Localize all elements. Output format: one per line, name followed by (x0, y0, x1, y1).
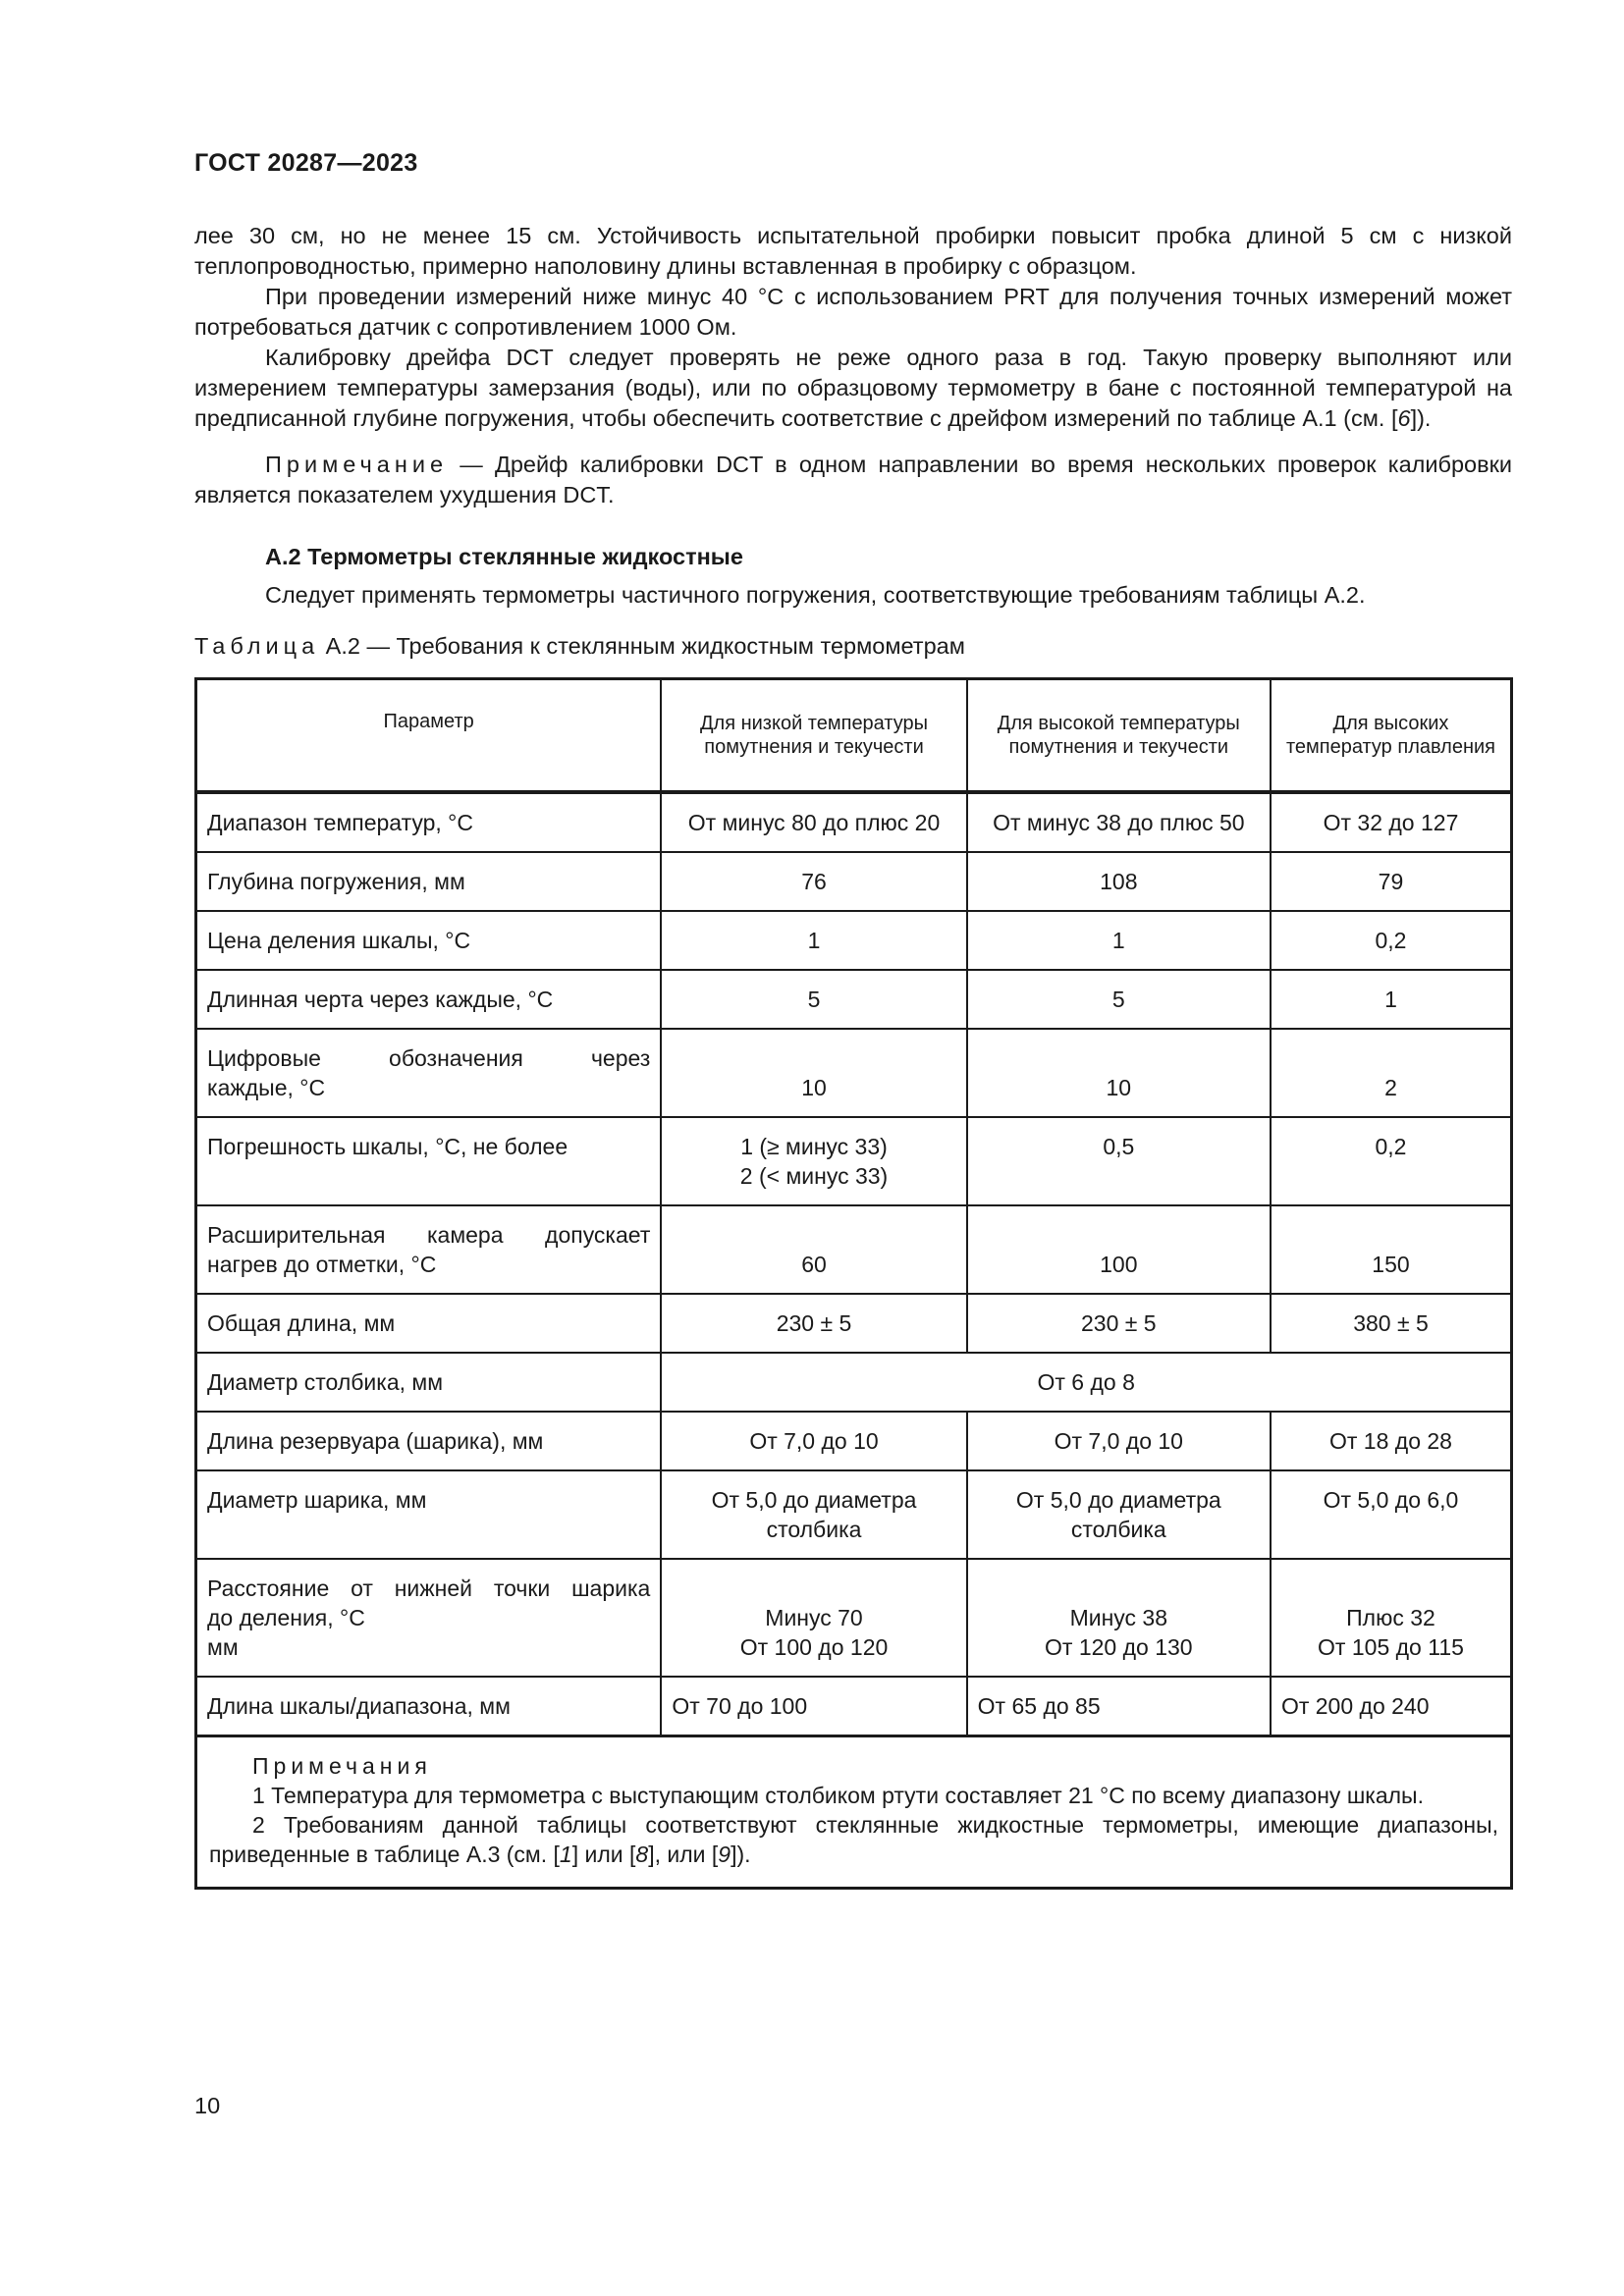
param-line: Расширительная камера допускает (207, 1221, 651, 1248)
section-text: Следует применять термометры частичного погружения, соответствующие требованиям таблицы А.2. (265, 582, 1366, 608)
param-cell (196, 1205, 662, 1294)
value-line: От 120 до 130 (1045, 1633, 1193, 1660)
header-high-temp: Для высокой температуры помутнения и текучести (967, 679, 1271, 792)
value-cell: 0,2 (1271, 911, 1512, 970)
table-row (196, 1117, 1512, 1205)
note-2-end: ]). (731, 1841, 751, 1867)
table-row (196, 1470, 1512, 1559)
value-cell: 100 (967, 1205, 1271, 1294)
value-line: столбика (1070, 1516, 1166, 1542)
value-cell (967, 1470, 1271, 1559)
table-row (196, 1205, 1512, 1294)
table-row (196, 1029, 1512, 1117)
value-cell: 108 (967, 852, 1271, 911)
value-line: От 5,0 до диаметра (1015, 1486, 1221, 1513)
param-cell: Длинная черта через каждые, °С (196, 970, 662, 1029)
value-cell: 2 (1271, 1029, 1512, 1117)
reference-6: 6 (1397, 405, 1411, 431)
value-cell: От 65 до 85 (967, 1677, 1271, 1736)
value-cell (661, 1470, 966, 1559)
paragraph-3-text: Калибровку дрейфа DCT следует проверять не реже одного раза в год. Такую проверку выполняют или измерением температуры замерзания (воды), или по образцовому термометру в бане с постоянной температурой на предписанной глубине погружения, чтобы обеспечить соответствие с дрейфом измерений по таблице А.1 (см. [ (194, 345, 1512, 431)
param-cell: Погрешность шкалы, °С, не более (196, 1117, 662, 1205)
value-cell: 76 (661, 852, 966, 911)
param-cell: Цена деления шкалы, °С (196, 911, 662, 970)
document-code-header: ГОСТ 20287—2023 (194, 149, 418, 177)
value-cell: 10 (967, 1029, 1271, 1117)
value-cell: 79 (1271, 852, 1512, 911)
value-cell: 5 (967, 970, 1271, 1029)
value-line: 2 (< минус 33) (739, 1162, 889, 1189)
table-row (196, 1294, 1512, 1353)
note-2-text: 2 Требованиям данной таблицы соответствуют стеклянные жидкостные термометры, имеющие диапазоны, приведенные в таблице А.3 (см. [ (209, 1811, 1498, 1867)
value-cell: От минус 80 до плюс 20 (661, 792, 966, 852)
param-cell: Длина шкалы/диапазона, мм (196, 1677, 662, 1736)
note-text: — Дрейф калибровки DCT в одном направлении во время нескольких проверок калибровки является показателем ухудшения DCT. (194, 452, 1512, 507)
value-cell: От 200 до 240 (1271, 1677, 1512, 1736)
note-2 (209, 1810, 1498, 1869)
param-cell: Диаметр шарика, мм (196, 1470, 662, 1559)
table-notes-row (196, 1735, 1512, 1888)
value-line: От 105 до 115 (1318, 1633, 1464, 1660)
value-cell: От 7,0 до 10 (661, 1412, 966, 1470)
value-cell: 0,2 (1271, 1117, 1512, 1205)
section-title: А.2 Термометры стеклянные жидкостные (265, 544, 743, 569)
paragraph-3-end: ]). (1410, 405, 1432, 431)
value-cell: От 32 до 127 (1271, 792, 1512, 852)
reference-8: 8 (635, 1841, 649, 1867)
page-number: 10 (194, 2093, 221, 2118)
table-row (196, 792, 1512, 852)
table-caption-text: А.2 — Требования к стеклянным жидкостным термометрам (319, 633, 965, 659)
param-cell: Длина резервуара (шарика), мм (196, 1412, 662, 1470)
header-low-temp: Для низкой температуры помутнения и текучести (661, 679, 966, 792)
note-2-sep: ] или [ (571, 1841, 636, 1867)
value-cell (661, 1117, 966, 1205)
table-row (196, 1353, 1512, 1412)
reference-1: 1 (559, 1841, 572, 1867)
value-line: Плюс 32 (1346, 1604, 1435, 1630)
value-cell: 0,5 (967, 1117, 1271, 1205)
header-melting: Для высоких температур плавления (1271, 679, 1512, 792)
requirements-table (194, 677, 1513, 1890)
value-cell: 10 (661, 1029, 966, 1117)
value-line: От 100 до 120 (739, 1633, 889, 1660)
param-line: мм (207, 1633, 239, 1660)
reference-9: 9 (718, 1841, 731, 1867)
value-cell (967, 1559, 1271, 1677)
paragraph-2: При проведении измерений ниже минус 40 °С с использованием PRT для получения точных измерений может потребоваться датчик с сопротивлением 1000 Ом. (194, 284, 1512, 340)
note-1: 1 Температура для термометра с выступающим столбиком ртути составляет 21 °С по всему диапазону шкалы. (252, 1782, 1424, 1808)
table-row (196, 852, 1512, 911)
param-line: Расстояние от нижней точки шарика (207, 1575, 651, 1601)
note-2-sep: ], или [ (648, 1841, 719, 1867)
value-cell: От 18 до 28 (1271, 1412, 1512, 1470)
value-cell: 380 ± 5 (1271, 1294, 1512, 1353)
table-header-row (196, 679, 1512, 792)
param-cell (196, 1029, 662, 1117)
table-caption (194, 633, 965, 660)
table-caption-label: Таблица (194, 633, 320, 659)
param-cell (196, 1559, 662, 1677)
value-cell: 1 (967, 911, 1271, 970)
table-row (196, 911, 1512, 970)
value-line: 1 (≥ минус 33) (740, 1133, 888, 1159)
param-cell: Диаметр столбика, мм (196, 1353, 662, 1412)
param-cell: Общая длина, мм (196, 1294, 662, 1353)
value-cell: 5 (661, 970, 966, 1029)
table-row (196, 1412, 1512, 1470)
header-parameter: Параметр (196, 679, 662, 792)
param-line: нагрев до отметки, °С (207, 1251, 437, 1277)
value-cell: 60 (661, 1205, 966, 1294)
note-label: Примечание (265, 452, 449, 477)
value-cell: 150 (1271, 1205, 1512, 1294)
param-cell: Диапазон температур, °С (196, 792, 662, 852)
body-text (194, 221, 1512, 510)
table-row (196, 1677, 1512, 1736)
value-cell: От 5,0 до 6,0 (1271, 1470, 1512, 1559)
param-line: каждые, °С (207, 1074, 326, 1100)
notes-title: Примечания (252, 1752, 432, 1779)
value-cell: 230 ± 5 (967, 1294, 1271, 1353)
paragraph-1: лее 30 см, но не менее 15 см. Устойчивость испытательной пробирки повысит пробка длиной 5 см с низкой теплопроводностью, примерно наполовину длины вставленная в пробирку с образцом. (194, 223, 1512, 279)
value-cell: 1 (661, 911, 966, 970)
param-cell: Глубина погружения, мм (196, 852, 662, 911)
value-cell: 230 ± 5 (661, 1294, 966, 1353)
table-row (196, 970, 1512, 1029)
paragraph-3 (194, 343, 1512, 434)
param-line: до деления, °С (207, 1604, 365, 1630)
note-paragraph (194, 450, 1512, 510)
value-cell (661, 1559, 966, 1677)
value-cell: От 70 до 100 (661, 1677, 966, 1736)
table-notes (196, 1735, 1512, 1888)
value-line: Минус 38 (1069, 1604, 1168, 1630)
table-row (196, 1559, 1512, 1677)
value-cell: 1 (1271, 970, 1512, 1029)
value-line: столбика (766, 1516, 862, 1542)
value-cell: От минус 38 до плюс 50 (967, 792, 1271, 852)
value-line: От 5,0 до диаметра (711, 1486, 917, 1513)
value-cell (1271, 1559, 1512, 1677)
param-line: Цифровые обозначения через (207, 1044, 651, 1071)
value-line: Минус 70 (765, 1604, 863, 1630)
merged-value-cell: От 6 до 8 (661, 1353, 1511, 1412)
value-cell: От 7,0 до 10 (967, 1412, 1271, 1470)
